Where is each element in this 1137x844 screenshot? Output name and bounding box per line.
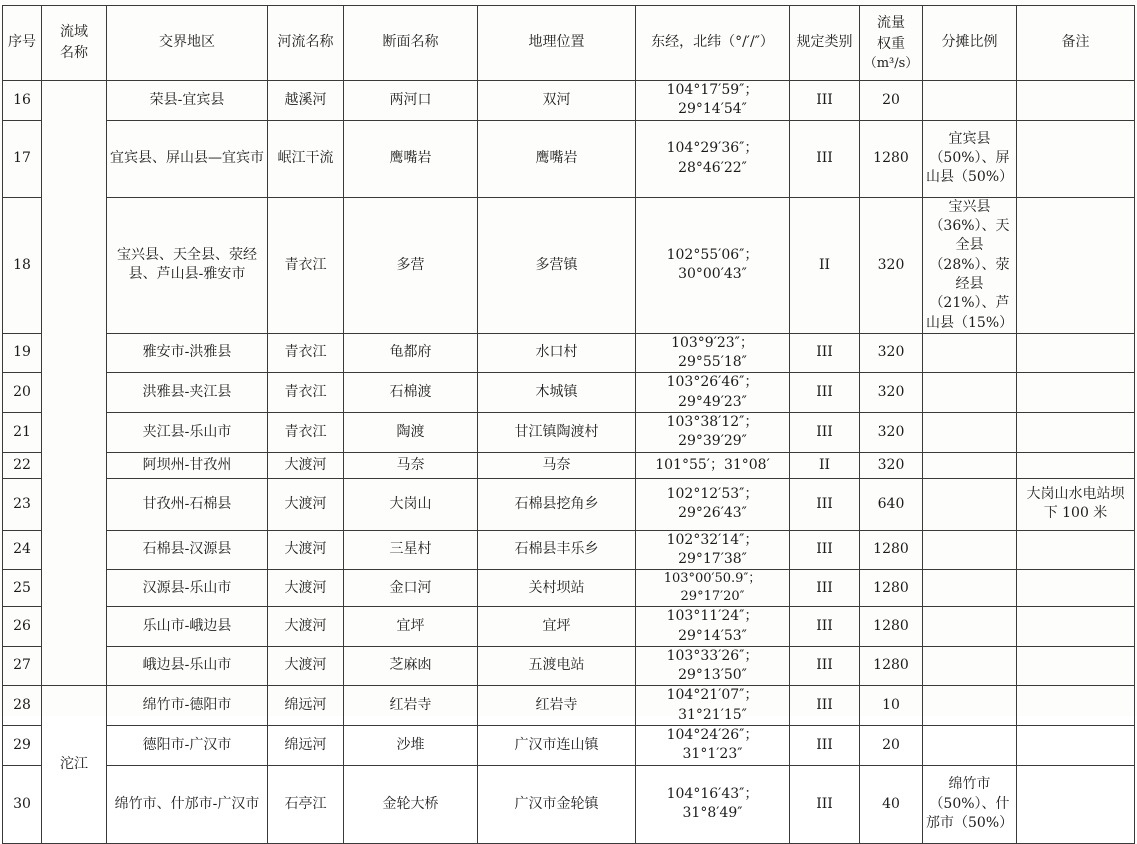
cell-seq: 30 xyxy=(3,765,42,843)
cell-river: 石亭江 xyxy=(268,765,344,843)
cell-location: 五渡电站 xyxy=(478,646,636,686)
cell-seq: 27 xyxy=(3,646,42,686)
cell-coords: 104°21′07″；31°21′15″ xyxy=(636,686,790,726)
cell-location: 马奈 xyxy=(478,452,636,478)
header-coords: 东经，北纬（°/′/″） xyxy=(636,6,790,81)
cell-ratio xyxy=(923,478,1017,530)
cell-seq: 21 xyxy=(3,413,42,453)
table-row xyxy=(3,765,1135,843)
cell-location: 广汉市连山镇 xyxy=(478,726,636,766)
cell-region: 夹江县-乐山市 xyxy=(107,413,268,453)
cell-ratio: 绵竹市（50%）、什邡市（50%） xyxy=(923,765,1017,843)
cell-coords: 103°11′24″；29°14′53″ xyxy=(636,607,790,647)
cell-note xyxy=(1017,686,1135,726)
cell-location: 木城镇 xyxy=(478,373,636,413)
cell-weight: 320 xyxy=(860,413,923,453)
cell-class: III xyxy=(790,726,860,766)
cell-location: 宜坪 xyxy=(478,607,636,647)
cell-weight: 10 xyxy=(860,686,923,726)
cell-weight: 320 xyxy=(860,333,923,373)
cell-section: 芝麻凼 xyxy=(344,646,478,686)
table-row xyxy=(3,478,1135,530)
table-row xyxy=(3,726,1135,766)
table-row xyxy=(3,452,1135,478)
cell-river: 大渡河 xyxy=(268,478,344,530)
cell-location: 双河 xyxy=(478,81,636,121)
cell-class: III xyxy=(790,81,860,121)
header-ratio: 分摊比例 xyxy=(923,6,1017,81)
cell-weight: 20 xyxy=(860,726,923,766)
cell-region: 峨边县-乐山市 xyxy=(107,646,268,686)
header-river: 河流名称 xyxy=(268,6,344,81)
cell-river: 越溪河 xyxy=(268,81,344,121)
table-row xyxy=(3,530,1135,570)
cell-seq: 18 xyxy=(3,197,42,333)
cell-location: 石棉县丰乐乡 xyxy=(478,530,636,570)
cell-note xyxy=(1017,81,1135,121)
cell-seq: 22 xyxy=(3,452,42,478)
cell-region: 宝兴县、天全县、荥经县、芦山县-雅安市 xyxy=(107,197,268,333)
cell-river: 大渡河 xyxy=(268,607,344,647)
cell-seq: 28 xyxy=(3,686,42,726)
cell-class: III xyxy=(790,765,860,843)
cell-river: 岷江干流 xyxy=(268,120,344,197)
cell-note xyxy=(1017,765,1135,843)
cell-note xyxy=(1017,373,1135,413)
cell-coords: 102°32′14″；29°17′38″ xyxy=(636,530,790,570)
cell-seq: 29 xyxy=(3,726,42,766)
cell-weight: 1280 xyxy=(860,120,923,197)
cell-coords: 104°29′36″；28°46′22″ xyxy=(636,120,790,197)
cell-section: 三星村 xyxy=(344,530,478,570)
cell-class: III xyxy=(790,607,860,647)
cell-coords: 103°00′50.9″；29°17′20″ xyxy=(636,570,790,607)
cell-seq: 19 xyxy=(3,333,42,373)
table-row xyxy=(3,373,1135,413)
cell-class: III xyxy=(790,570,860,607)
cell-section: 金轮大桥 xyxy=(344,765,478,843)
cell-region: 德阳市-广汉市 xyxy=(107,726,268,766)
cell-coords: 102°55′06″；30°00′43″ xyxy=(636,197,790,333)
cell-ratio: 宜宾县（50%）、屏山县（50%） xyxy=(923,120,1017,197)
cell-location: 多营镇 xyxy=(478,197,636,333)
cell-coords: 102°12′53″；29°26′43″ xyxy=(636,478,790,530)
cell-note xyxy=(1017,726,1135,766)
cell-note xyxy=(1017,570,1135,607)
table-row xyxy=(3,570,1135,607)
cell-note xyxy=(1017,120,1135,197)
cell-coords: 104°24′26″；31°1′23″ xyxy=(636,726,790,766)
cell-river: 大渡河 xyxy=(268,452,344,478)
cell-region: 石棉县-汉源县 xyxy=(107,530,268,570)
cell-class: II xyxy=(790,197,860,333)
section-table xyxy=(2,5,1135,844)
cell-class: III xyxy=(790,530,860,570)
cell-note xyxy=(1017,646,1135,686)
cell-class: III xyxy=(790,646,860,686)
cell-location: 广汉市金轮镇 xyxy=(478,765,636,843)
cell-location: 水口村 xyxy=(478,333,636,373)
cell-weight: 320 xyxy=(860,197,923,333)
cell-weight: 640 xyxy=(860,478,923,530)
cell-coords: 101°55′；31°08′ xyxy=(636,452,790,478)
cell-seq: 26 xyxy=(3,607,42,647)
cell-note xyxy=(1017,413,1135,453)
cell-class: III xyxy=(790,413,860,453)
cell-seq: 17 xyxy=(3,120,42,197)
header-weight-label: 流量权重 xyxy=(877,15,905,53)
cell-section: 石棉渡 xyxy=(344,373,478,413)
header-class: 规定类别 xyxy=(790,6,860,81)
cell-region: 荣县-宜宾县 xyxy=(107,81,268,121)
cell-weight: 1280 xyxy=(860,530,923,570)
cell-weight: 1280 xyxy=(860,607,923,647)
header-weight xyxy=(860,6,923,81)
cell-ratio xyxy=(923,333,1017,373)
cell-note xyxy=(1017,333,1135,373)
cell-note: 大岗山水电站坝下 100 米 xyxy=(1017,478,1135,530)
cell-region: 雅安市-洪雅县 xyxy=(107,333,268,373)
table-row xyxy=(3,413,1135,453)
table-row xyxy=(3,120,1135,197)
cell-weight: 40 xyxy=(860,765,923,843)
header-row xyxy=(3,6,1135,81)
cell-ratio xyxy=(923,607,1017,647)
header-location: 地理位置 xyxy=(478,6,636,81)
cell-note xyxy=(1017,197,1135,333)
cell-class: III xyxy=(790,373,860,413)
cell-river: 大渡河 xyxy=(268,570,344,607)
table-row xyxy=(3,686,1135,726)
cell-section: 两河口 xyxy=(344,81,478,121)
table-row xyxy=(3,197,1135,333)
cell-location: 鹰嘴岩 xyxy=(478,120,636,197)
cell-ratio xyxy=(923,726,1017,766)
cell-seq: 24 xyxy=(3,530,42,570)
cell-section: 龟都府 xyxy=(344,333,478,373)
cell-coords: 104°16′43″；31°8′49″ xyxy=(636,765,790,843)
cell-section: 马奈 xyxy=(344,452,478,478)
cell-class: II xyxy=(790,452,860,478)
cell-weight: 1280 xyxy=(860,570,923,607)
cell-region: 甘孜州-石棉县 xyxy=(107,478,268,530)
cell-class: III xyxy=(790,686,860,726)
cell-section: 鹰嘴岩 xyxy=(344,120,478,197)
cell-region: 绵竹市-德阳市 xyxy=(107,686,268,726)
cell-coords: 103°33′26″；29°13′50″ xyxy=(636,646,790,686)
cell-location: 红岩寺 xyxy=(478,686,636,726)
cell-ratio xyxy=(923,413,1017,453)
table-row xyxy=(3,607,1135,647)
cell-basin-blank xyxy=(42,81,107,686)
cell-river: 青衣江 xyxy=(268,373,344,413)
cell-class: III xyxy=(790,333,860,373)
cell-section: 宜坪 xyxy=(344,607,478,647)
cell-basin: 沱江 xyxy=(42,686,107,843)
cell-region: 乐山市-峨边县 xyxy=(107,607,268,647)
cell-location: 关村坝站 xyxy=(478,570,636,607)
cell-ratio xyxy=(923,646,1017,686)
header-seq: 序号 xyxy=(3,6,42,81)
cell-ratio xyxy=(923,570,1017,607)
cell-note xyxy=(1017,607,1135,647)
cell-river: 绵远河 xyxy=(268,726,344,766)
cell-region: 宜宾县、屏山县—宜宾市 xyxy=(107,120,268,197)
cell-coords: 103°9′23″；29°55′18″ xyxy=(636,333,790,373)
header-region: 交界地区 xyxy=(107,6,268,81)
cell-section: 红岩寺 xyxy=(344,686,478,726)
cell-ratio xyxy=(923,686,1017,726)
cell-coords: 103°26′46″；29°49′23″ xyxy=(636,373,790,413)
cell-seq: 20 xyxy=(3,373,42,413)
cell-weight: 320 xyxy=(860,452,923,478)
cell-region: 阿坝州-甘孜州 xyxy=(107,452,268,478)
cell-river: 绵远河 xyxy=(268,686,344,726)
cell-weight: 1280 xyxy=(860,646,923,686)
cell-river: 大渡河 xyxy=(268,646,344,686)
cell-river: 大渡河 xyxy=(268,530,344,570)
header-note: 备注 xyxy=(1017,6,1135,81)
cell-region: 汉源县-乐山市 xyxy=(107,570,268,607)
cell-location: 石棉县挖角乡 xyxy=(478,478,636,530)
cell-ratio xyxy=(923,81,1017,121)
table-row xyxy=(3,646,1135,686)
cell-region: 洪雅县-夹江县 xyxy=(107,373,268,413)
cell-section: 多营 xyxy=(344,197,478,333)
cell-seq: 16 xyxy=(3,81,42,121)
header-weight-unit: （m³/s） xyxy=(863,56,919,72)
cell-note xyxy=(1017,452,1135,478)
cell-note xyxy=(1017,530,1135,570)
cell-river: 青衣江 xyxy=(268,197,344,333)
cell-coords: 104°17′59″；29°14′54″ xyxy=(636,81,790,121)
cell-seq: 23 xyxy=(3,478,42,530)
cell-location: 甘江镇陶渡村 xyxy=(478,413,636,453)
cell-region: 绵竹市、什邡市-广汉市 xyxy=(107,765,268,843)
cell-seq: 25 xyxy=(3,570,42,607)
cell-weight: 20 xyxy=(860,81,923,121)
cell-ratio xyxy=(923,452,1017,478)
table-row xyxy=(3,333,1135,373)
cell-class: III xyxy=(790,478,860,530)
header-basin: 流域名称 xyxy=(42,6,107,81)
cell-ratio xyxy=(923,373,1017,413)
cell-coords: 103°38′12″；29°39′29″ xyxy=(636,413,790,453)
cell-river: 青衣江 xyxy=(268,333,344,373)
cell-ratio xyxy=(923,530,1017,570)
table-row xyxy=(3,81,1135,121)
header-section: 断面名称 xyxy=(344,6,478,81)
cell-river: 青衣江 xyxy=(268,413,344,453)
cell-section: 沙堆 xyxy=(344,726,478,766)
cell-section: 大岗山 xyxy=(344,478,478,530)
cell-section: 陶渡 xyxy=(344,413,478,453)
cell-class: III xyxy=(790,120,860,197)
cell-weight: 320 xyxy=(860,373,923,413)
cell-section: 金口河 xyxy=(344,570,478,607)
cell-ratio: 宝兴县（36%）、天全县（28%）、荥经县（21%）、芦山县（15%） xyxy=(923,197,1017,333)
